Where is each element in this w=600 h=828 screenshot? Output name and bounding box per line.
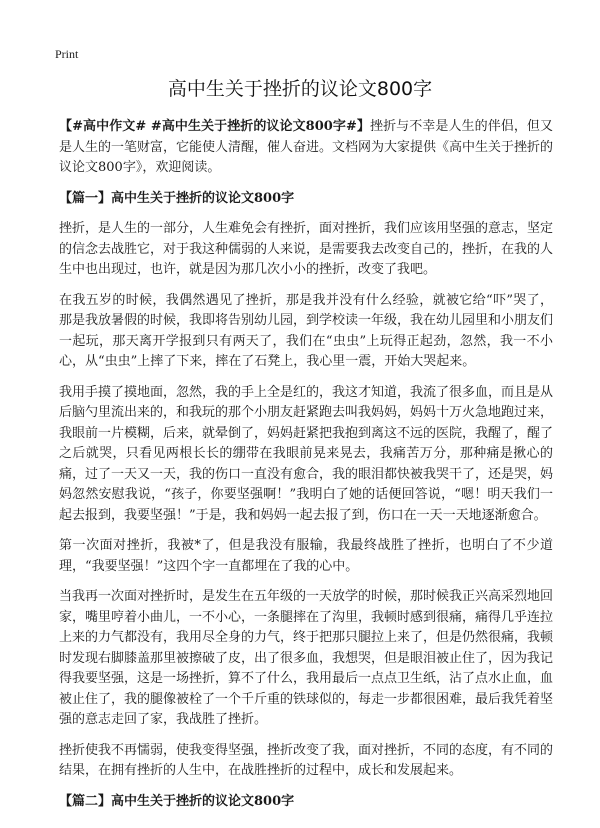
article-body bbox=[59, 117, 553, 822]
section-heading-text: 【篇二】高中生关于挫折的议论文800字 bbox=[59, 793, 295, 809]
print-link[interactable]: Print bbox=[55, 47, 79, 61]
paragraph: 挫折使我不再懦弱，使我变得坚强，挫折改变了我，面对挫折，不同的态度，有不同的结果，在拥有挫折的人生中，在战胜挫折的过程中，成长和发展起来。 bbox=[59, 742, 554, 778]
section-heading-1 bbox=[59, 189, 553, 210]
intro-text: 挫折与不幸是人生的伴侣，但又是人生的一笔财富，它能使人清醒，催人奋进。文档网为大家提供《高中生关于挫折的议论文800字》，欢迎阅读。 bbox=[59, 119, 554, 175]
paragraph: 第一次面对挫折，我被*了，但是我没有服输，我最终战胜了挫折，也明白了不少道理，“我要坚强！”这四个字一直都埋在了我的心中。 bbox=[59, 538, 553, 574]
paragraph: 当我再一次面对挫折时，是发生在五年级的一天放学的时候，那时候我正兴高采烈地回家，嘴里哼着小曲儿，一不小心，一条腿摔在了沟里，我顿时感到很痛，痛得几乎连拉上来的力气都没有，我用尽全身的力气，终于把那只腿拉上来了，但是仍然很痛，我顿时发现右脚膝盖那里被擦破了皮，出了很多血，我想哭，但是眼泪被止住了，因为我记得我要坚强，这是一场挫折，算不了什么，我用最后一点点卫生纸，沾了点水止血，血被止住了，我的腿像被栓了一个千斤重的铁球似的，每走一步都很困难，最后我凭着坚强的意志走回了家，我战胜了挫折。 bbox=[59, 589, 554, 727]
section-heading-2 bbox=[59, 792, 553, 813]
intro-tag: 【#高中作文# #高中生关于挫折的议论文800字#】 bbox=[59, 119, 370, 134]
page-title: 高中生关于挫折的议论文800字 bbox=[167, 78, 433, 100]
intro-paragraph bbox=[59, 117, 553, 179]
paragraph: 我用手摸了摸地面，忽然，我的手上全是红的，我这才知道，我流了很多血，而且是从后脑勺里流出来的，和我玩的那个小朋友赶紧跑去叫我妈妈，妈妈十万火急地跑过来，我眼前一片模糊，后来，就晕倒了，妈妈赶紧把我抱到离这不远的医院，我醒了，醒了之后就哭，只看见两根长长的绷带在我眼前晃来晃去，我痛苦万分，那种痛是揪心的痛，过了一天又一天，我的伤口一直没有愈合，我的眼泪都快被我哭干了，还是哭，妈妈忽然安慰我说，“孩子，你要坚强啊！”我明白了她的话便回答说，“嗯！明天我们一起去报到，我要坚强！”于是，我和妈妈一起去报了到，伤口在一天一天地逐渐愈合。 bbox=[59, 384, 554, 523]
paragraph: 在我五岁的时候，我偶然遇见了挫折，那是我并没有什么经验，就被它给“吓”哭了，那是我放暑假的时候，我即将告别幼儿园，到学校读一年级，我在幼儿园里和小朋友们一起玩，那天离开学报到只有两天了，我们在“虫虫”上玩得正起劲，忽然，我一不小心，从“虫虫”上摔了下来，摔在了石凳上，我心里一震，开始大哭起来。 bbox=[59, 292, 554, 369]
paragraph: 挫折，是人生的一部分，人生难免会有挫折，面对挫折，我们应该用坚强的意志，坚定的信念去战胜它，对于我这种儒弱的人来说，是需要我去改变自己的，挫折，在我的人生中也出现过，也许，就是因为那几次小小的挫折，改变了我吧。 bbox=[59, 221, 554, 277]
section-heading-text: 【篇一】高中生关于挫折的议论文800字 bbox=[59, 190, 295, 206]
